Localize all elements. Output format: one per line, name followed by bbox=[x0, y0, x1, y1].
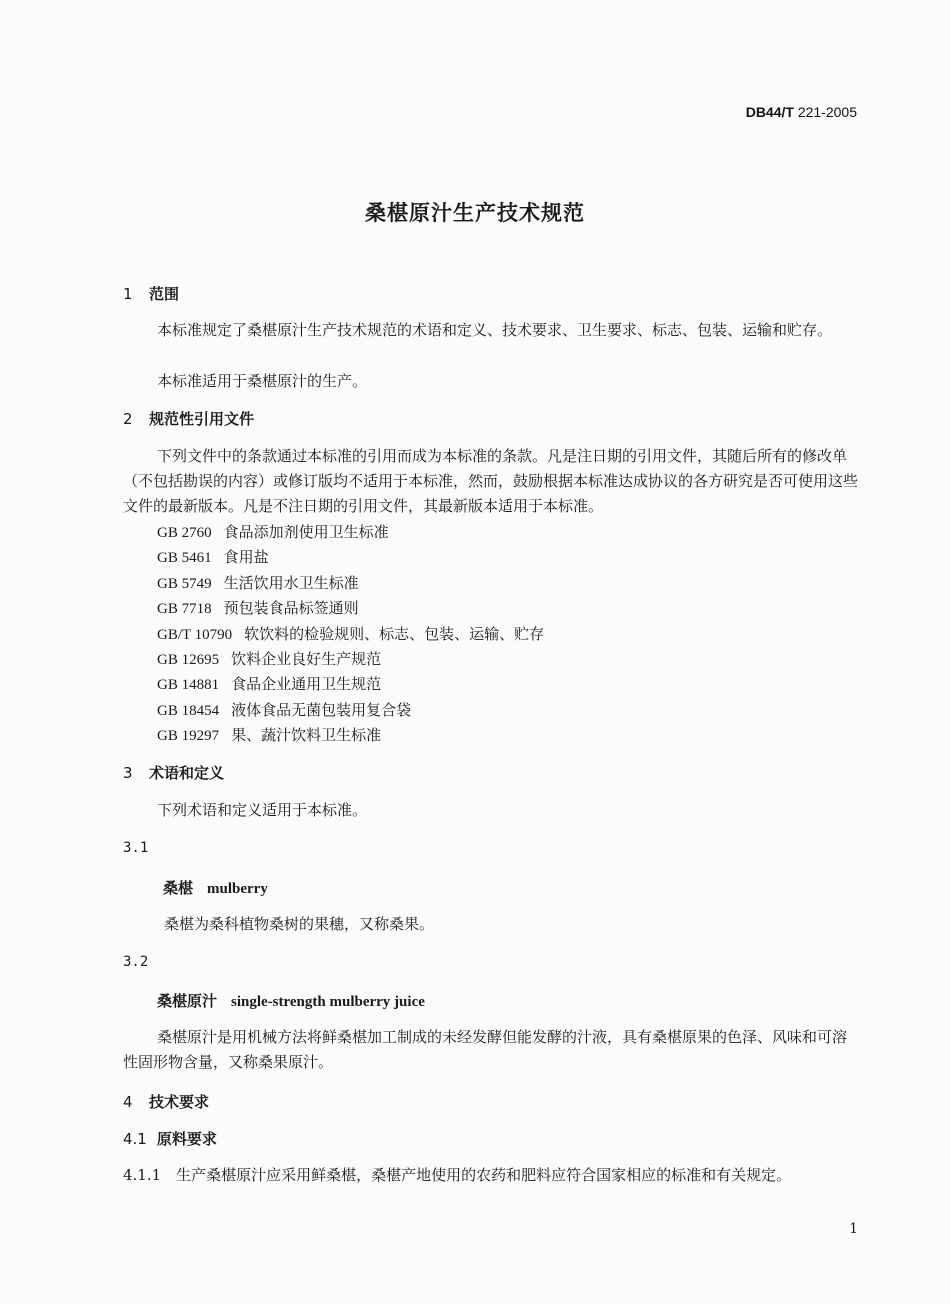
reference-item bbox=[157, 672, 544, 697]
section-title: 规范性引用文件 bbox=[149, 410, 255, 428]
section-number: 1 bbox=[123, 285, 133, 303]
section-title: 范围 bbox=[149, 285, 180, 303]
reference-code: GB 5749 bbox=[157, 575, 212, 592]
reference-name: 软饮料的检验规则、标志、包装、运输、贮存 bbox=[244, 624, 545, 643]
subsection-4-1-heading bbox=[123, 1128, 217, 1149]
standard-code bbox=[746, 104, 857, 120]
reference-name: 食品添加剂使用卫生标准 bbox=[223, 523, 389, 541]
reference-code: GB 2760 bbox=[157, 525, 212, 541]
reference-item bbox=[157, 571, 544, 596]
clause-number-3-1: 3.1 bbox=[123, 840, 149, 856]
reference-name: 食品企业通用卫生规范 bbox=[231, 675, 382, 694]
section-2-paragraph-1: 下列文件中的条款通过本标准的引用而成为本标准的条款。凡是注日期的引用文件，其随后所有的修改单（不包括勘误的内容）或修订版均不适用于本标准，然而，鼓励根据本标准达成协议的各方研究是否可使用这些文件的最新版本。凡是不注日期的引用文件，其最新版本适用于本标准。 bbox=[123, 447, 859, 515]
reference-item bbox=[157, 622, 544, 647]
section-1-heading bbox=[123, 283, 179, 304]
term-definition-mulberry-juice: 桑椹原汁是用机械方法将鲜桑椹加工制成的未经发酵但能发酵的汁液，具有桑椹原果的色泽、风味和可溶性固形物含量，又称桑果原汁。 bbox=[123, 1028, 848, 1071]
reference-item bbox=[157, 723, 544, 748]
reference-code: GB 18454 bbox=[157, 702, 220, 719]
section-number: 2 bbox=[123, 410, 133, 428]
reference-name: 果、蔬汁饮料卫生标准 bbox=[231, 726, 382, 745]
reference-code: GB/T 10790 bbox=[157, 626, 233, 643]
reference-item bbox=[157, 520, 544, 545]
term-chinese: 桑椹原汁 bbox=[157, 992, 218, 1010]
section-3-paragraph-1: 下列术语和定义适用于本标准。 bbox=[157, 801, 368, 819]
section-4-heading bbox=[123, 1091, 209, 1112]
section-2-heading bbox=[123, 408, 254, 429]
reference-item bbox=[157, 698, 544, 723]
section-title: 术语和定义 bbox=[149, 764, 225, 782]
term-mulberry-juice bbox=[157, 990, 425, 1011]
page-number: 1 bbox=[849, 1221, 858, 1237]
reference-code: GB 12695 bbox=[157, 651, 220, 668]
reference-list bbox=[157, 520, 544, 749]
subsection-title: 原料要求 bbox=[156, 1130, 217, 1148]
reference-code: GB 5461 bbox=[157, 550, 212, 567]
reference-name: 液体食品无菌包装用复合袋 bbox=[231, 700, 412, 719]
term-english: single-strength mulberry juice bbox=[231, 994, 425, 1010]
section-title: 技术要求 bbox=[149, 1093, 210, 1111]
reference-code: GB 19297 bbox=[157, 728, 220, 745]
reference-name: 预包装食品标签通则 bbox=[223, 599, 359, 618]
reference-name: 食用盐 bbox=[223, 548, 269, 567]
reference-name: 饮料企业良好生产规范 bbox=[231, 649, 382, 668]
standard-number: 221-2005 bbox=[797, 104, 857, 120]
term-definition-mulberry: 桑椹为桑科植物桑树的果穗，又称桑果。 bbox=[164, 915, 435, 933]
section-number: 4 bbox=[123, 1093, 133, 1111]
term-chinese: 桑椹 bbox=[163, 879, 194, 897]
term-english: mulberry bbox=[207, 881, 268, 897]
reference-code: GB 7718 bbox=[157, 601, 212, 618]
clause-number-3-2: 3.2 bbox=[123, 954, 149, 970]
section-3-heading bbox=[123, 762, 224, 783]
subsection-number: 4.1 bbox=[123, 1130, 147, 1148]
term-mulberry bbox=[163, 877, 268, 898]
reference-name: 生活饮用水卫生标准 bbox=[223, 573, 359, 592]
reference-code: GB 14881 bbox=[157, 677, 220, 694]
reference-item bbox=[157, 647, 544, 672]
reference-item bbox=[157, 596, 544, 621]
clause-4-1-1: 4.1.1 生产桑椹原汁应采用鲜桑椹，桑椹产地使用的农药和肥料应符合国家相应的标准和有关规定。 bbox=[123, 1166, 792, 1184]
section-1-paragraph-1: 本标准规定了桑椹原汁生产技术规范的术语和定义、技术要求、卫生要求、标志、包装、运输和贮存。 bbox=[157, 321, 833, 339]
section-1-paragraph-2: 本标准适用于桑椹原汁的生产。 bbox=[157, 372, 368, 390]
reference-item bbox=[157, 545, 544, 570]
standard-prefix: DB44/T bbox=[745, 104, 794, 120]
document-title: 桑椹原汁生产技术规范 bbox=[365, 201, 585, 225]
section-number: 3 bbox=[123, 764, 133, 782]
